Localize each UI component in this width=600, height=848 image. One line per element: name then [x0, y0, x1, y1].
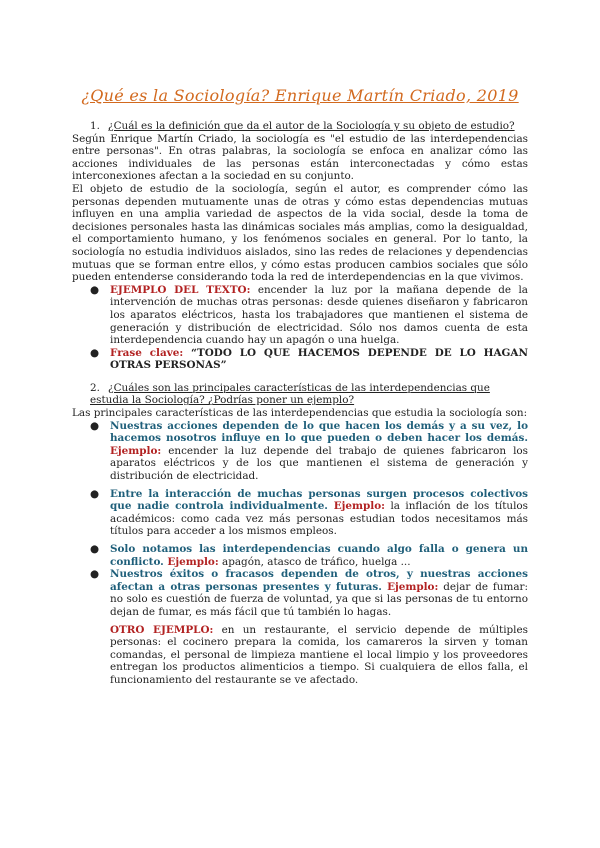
key-phrase-label: Frase clave:	[110, 346, 184, 359]
answer-paragraph: Según Enrique Martín Criado, la sociología es "el estudio de las interdependencias entre personas". En otras palabras, la sociología se enfoca en analizar cómo las acciones individuales de las personas están interconectadas y cómo estas interconexiones afectan a la sociedad en su conjunto.	[72, 132, 528, 183]
characteristic-lead: Solo notamos las interdependencias cuando algo falla o genera un conflicto.	[110, 543, 528, 568]
list-item	[72, 284, 528, 347]
bullet-icon: ●	[90, 543, 100, 555]
question-2	[90, 382, 528, 407]
bullet-icon: ●	[90, 568, 100, 581]
characteristics-list	[72, 420, 528, 687]
bullet-icon: ●	[90, 346, 100, 359]
list-item	[72, 420, 528, 483]
question-text: ¿Cuál es la definición que da el autor de la Sociología y su objeto de estudio?	[108, 120, 515, 132]
question-number: 2.	[90, 381, 100, 394]
question-number: 1.	[90, 120, 100, 132]
key-phrase-text: “TODO LO QUE HACEMOS DEPENDE DE LO HAGAN OTRAS PERSONAS”	[110, 346, 528, 372]
question-1	[90, 120, 528, 133]
list-item	[72, 543, 528, 568]
answer-intro: Las principales características de las interdependencias que estudia la sociología son:	[72, 407, 528, 420]
characteristic-lead: Nuestras acciones dependen de lo que hacen los demás y a su vez, lo hacemos nosotros influye en lo que pueden o deben hacer los demás.	[110, 419, 528, 445]
bullet-icon: ●	[90, 283, 100, 296]
example-label: Ejemplo:	[163, 555, 219, 568]
characteristic-lead: Nuestros éxitos o fracasos dependen de otros, y nuestras acciones afectan a otras personas presentes y futuras.	[110, 568, 528, 593]
example-label: EJEMPLO DEL TEXTO:	[110, 283, 251, 296]
example-label: Ejemplo:	[110, 444, 162, 457]
answer-paragraph: El objeto de estudio de la sociología, según el autor, es comprender cómo las personas dependen mutuamente unas de otras y cómo estas dependencias mutuas influyen en una amplia variedad de aspectos de la vida social, desde la toma de decisiones personales hasta las dinámicas sociales más amplias, como la desigualdad, el comportamiento humano, y los fenómenos sociales en general. Por lo tanto, la sociología no estudia individuos aislados, sino las redes de relaciones y dependencias mutuas que se forman entre ellos, y cómo estas producen cambios sociales que sólo pueden entenderse considerando toda la red de interdependencias en la que vivimos.	[72, 182, 528, 284]
example-label: Ejemplo:	[381, 580, 439, 593]
example-text: encender la luz depende del trabajo de quienes fabricaron los aparatos eléctricos y de los que mantienen el sistema de generación y distribución de electricidad.	[110, 444, 528, 483]
other-example-label: OTRO EJEMPLO:	[110, 623, 214, 636]
other-example-text: en un restaurante, el servicio depende de múltiples personas: el cocinero prepara la comida, los camareros la sirven y toman comandas, el personal de limpieza mantiene el local limpio y los proveedores entregan los productos alimenticios a tiempo. Si cualquiera de ellos falla, el funcionamiento del restaurante se ve afectado.	[110, 623, 528, 686]
example-text: apagón, atasco de tráfico, huelga ...	[218, 555, 411, 568]
example-text: encender la luz por la mañana depende de la intervención de muchas otras personas: desde quienes diseñaron y fabricaron los aparatos eléctricos, hasta los trabajadores que mantienen el sistema de generación y distribución de electricidad. Sólo nos damos cuenta de esta interdependencia cuando hay un apagón o una huelga.	[110, 283, 528, 347]
example-label: Ejemplo:	[327, 500, 385, 513]
list-item	[72, 347, 528, 372]
list-item	[72, 488, 528, 538]
example-text: la inflación de los títulos académicos: como cada vez más personas estudian todos necesitamos más títulos para acceder a los mismos empleos.	[110, 500, 528, 538]
document-title: ¿Qué es la Sociología? Enrique Martín Criado, 2019	[81, 86, 519, 105]
bullet-icon: ●	[90, 487, 100, 500]
list-item	[72, 568, 528, 686]
example-text: dejar de fumar: no solo es cuestión de fuerza de voluntad, ya que si las personas de tu entorno dejan de fumar, es más fácil que tú también lo hagas.	[110, 580, 528, 618]
characteristic-lead: Entre la interacción de muchas personas surgen procesos colectivos que nadie controla individualmente.	[110, 487, 528, 513]
question-text: ¿Cuáles son las principales características de las interdependencias que estudia la Sociología? ¿Podrías poner un ejemplo?	[90, 381, 490, 407]
bullet-icon: ●	[90, 419, 100, 432]
bullet-list	[72, 284, 528, 372]
document-body	[72, 120, 528, 687]
